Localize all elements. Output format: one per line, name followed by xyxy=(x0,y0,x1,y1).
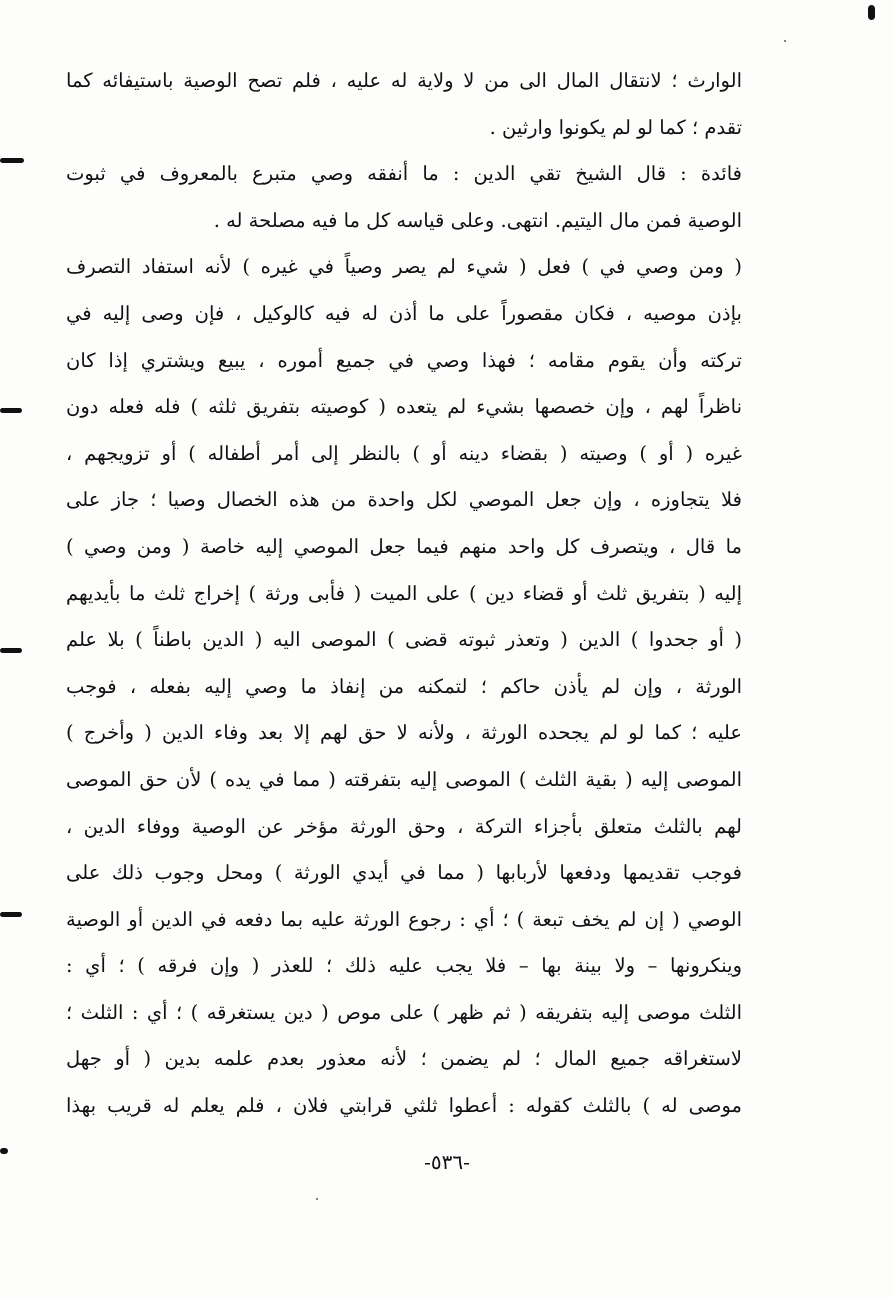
text-line: ( أو جحدوا ) الدين ( وتعذر ثبوته قضى ) الموصى اليه ( الدين باطناً ) بلا علم xyxy=(66,628,742,652)
text-line: الموصى إليه ( بقية الثلث ) الموصى إليه بتفرقته ( مما في يده ) لأن حق الموصى xyxy=(66,767,742,791)
text-line: الورثة ، وإن لم يأذن حاكم ؛ لتمكنه من إنفاذ ما وصي إليه بفعله ، فوجب xyxy=(66,674,742,698)
text-line: تركته وأن يقوم مقامه ؛ فهذا وصي في جميع أموره ، يبيع ويشتري إذا كان xyxy=(66,348,742,372)
text-line: ناظراً لهم ، وإن خصصها بشيء لم يتعده ( كوصيته بتفريق ثلثه ) فله فعله دون xyxy=(66,395,742,419)
text-line: إليه ( بتفريق ثلث أو قضاء دين ) على الميت ( فأبى ورثة ) إخراج ثلث ما بأيديهم xyxy=(66,581,742,605)
text-line: الوصية فمن مال اليتيم. انتهى. وعلى قياسه كل ما فيه مصلحة له . xyxy=(213,208,742,232)
text-line: تقدم ؛ كما لو لم يكونوا وارثين . xyxy=(489,115,742,139)
text-line: عليه ؛ كما لو لم يجحده الورثة ، ولأنه لا حق لهم إلا بعد وفاء الدين ( وأخرج ) xyxy=(66,721,742,745)
text-line: لاستغراقه جميع المال ؛ لم يضمن ؛ لأنه معذور بعدم علمه بدين ( أو جهل xyxy=(66,1047,742,1071)
body-text xyxy=(66,58,742,1130)
text-line: فلا يتجاوزه ، وإن جعل الموصي لكل واحدة من هذه الخصال وصيا ؛ جاز على xyxy=(66,488,742,512)
text-line: ( ومن وصي في ) فعل ( شيء لم يصر وصياً في غيره ) لأنه استفاد التصرف xyxy=(66,255,742,279)
text-line: موصى له ) بالثلث كقوله : أعطوا ثلثي قرابتي فلان ، فلم يعلم له قريب بهذا xyxy=(66,1094,742,1118)
text-line: فوجب تقديمها ودفعها لأربابها ( مما في أيدي الورثة ) ومحل وجوب ذلك على xyxy=(66,861,742,885)
text-line: بإذن موصيه ، فكان مقصوراً على ما أذن له فيه كالوكيل ، فإن وصى إليه في xyxy=(66,301,742,325)
text-line: الوارث ؛ لانتقال المال الى من لا ولاية له عليه ، فلم تصح الوصية باستيفائه كما xyxy=(66,69,742,92)
margin-mark xyxy=(0,408,22,413)
text-line: غيره ( أو ) وصيته ( بقضاء دينه أو ) بالنظر إلى أمر أطفاله ) أو تزويجهم ، xyxy=(66,441,742,465)
text-line: ما قال ، ويتصرف كل واحد منهم فيما جعل الموصي إليه خاصة ( ومن وصي ) xyxy=(66,534,742,558)
margin-mark xyxy=(0,912,22,917)
speck xyxy=(784,40,786,42)
text-line: لهم بالثلث متعلق بأجزاء التركة ، وحق الورثة مؤخر عن الوصية ووفاء الدين ، xyxy=(66,814,742,838)
margin-mark xyxy=(0,648,22,653)
margin-mark xyxy=(0,158,24,163)
text-line: وينكرونها – ولا بينة بها – فلا يجب عليه ذلك ؛ للعذر ( وإن فرقه ) ؛ أي : xyxy=(66,954,742,978)
text-line: فائدة : قال الشيخ تقي الدين : ما أنفقه وصي متبرع بالمعروف في ثبوت xyxy=(66,162,742,186)
margin-mark xyxy=(0,1148,8,1154)
page-number: -٥٣٦- xyxy=(424,1150,470,1174)
margin-mark xyxy=(868,5,875,20)
text-line: الوصي ( إن لم يخف تبعة ) ؛ أي : رجوع الورثة عليه بما دفعه في الدين أو الوصية xyxy=(66,907,742,931)
speck xyxy=(316,1198,318,1200)
text-line: الثلث موصى إليه بتفريقه ( ثم ظهر ) على موص ( دين يستغرقه ) ؛ أي : الثلث ؛ xyxy=(66,1000,742,1024)
